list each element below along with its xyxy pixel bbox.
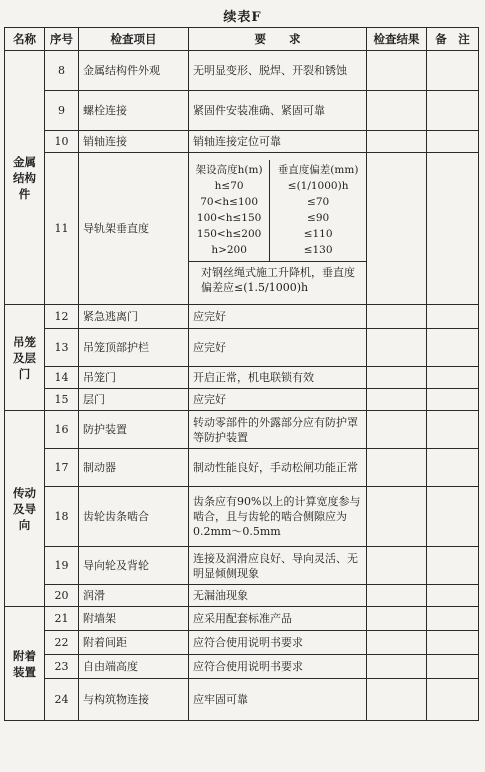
result-cell[interactable] [367,329,427,367]
result-cell[interactable] [367,389,427,411]
row-requirement: 销轴连接定位可靠 [189,131,367,153]
result-cell[interactable] [367,547,427,585]
table-row [5,487,479,547]
remark-cell[interactable] [427,153,479,305]
remark-cell[interactable] [427,607,479,631]
remark-cell[interactable] [427,655,479,679]
row-requirement: 应牢固可靠 [189,679,367,721]
row-requirement: 紧固件安装准确、紧固可靠 [189,91,367,131]
row-item: 自由端高度 [79,655,189,679]
row-requirement: 无漏油现象 [189,585,367,607]
table-row [5,305,479,329]
row-item: 制动器 [79,449,189,487]
row-item: 导向轮及背轮 [79,547,189,585]
table-row [5,679,479,721]
row-no: 17 [45,449,79,487]
result-cell[interactable] [367,487,427,547]
row-no: 22 [45,631,79,655]
result-cell[interactable] [367,631,427,655]
row-requirement: 应完好 [189,389,367,411]
row-no: 23 [45,655,79,679]
remark-cell[interactable] [427,305,479,329]
header-category: 名称 [5,28,45,51]
result-cell[interactable] [367,585,427,607]
remark-cell[interactable] [427,679,479,721]
height-range: 70<h≤100 [189,194,270,210]
remark-cell[interactable] [427,411,479,449]
table-row [5,91,479,131]
remark-cell[interactable] [427,367,479,389]
category-attach: 附着装置 [5,607,45,721]
remark-cell[interactable] [427,585,479,607]
table-row [5,449,479,487]
table-row [5,585,479,607]
result-cell[interactable] [367,153,427,305]
row-item: 层门 [79,389,189,411]
row-no: 24 [45,679,79,721]
row-item: 金属结构件外观 [79,51,189,91]
row-requirement: 应符合使用说明书要求 [189,655,367,679]
deviation-limit: ≤(1/1000)h [287,179,349,192]
table-row [5,389,479,411]
row-no: 10 [45,131,79,153]
row-item: 附墙架 [79,607,189,631]
row-item: 吊笼顶部护栏 [79,329,189,367]
table-row [5,51,479,91]
height-range: 100<h≤150 [189,210,270,226]
row-requirement: 应完好 [189,329,367,367]
subtable-header-height: 架设高度h(m) [189,160,270,178]
verticality-note: 对钢丝绳式施工升降机，垂直度偏差应≤(1.5/1000)h [189,261,366,298]
remark-cell[interactable] [427,389,479,411]
verticality-requirement [189,153,367,305]
result-cell[interactable] [367,411,427,449]
row-item: 吊笼门 [79,367,189,389]
result-cell[interactable] [367,131,427,153]
category-metal: 金属结构件 [5,51,45,305]
row-requirement: 无明显变形、脱焊、开裂和锈蚀 [189,51,367,91]
row-no: 16 [45,411,79,449]
row-no: 19 [45,547,79,585]
header-no: 序号 [45,28,79,51]
row-no: 9 [45,91,79,131]
category-drive: 传动及导向 [5,411,45,607]
result-cell[interactable] [367,655,427,679]
table-row [5,131,479,153]
deviation-limit: ≤130 [303,243,333,256]
row-item: 防护装置 [79,411,189,449]
remark-cell[interactable] [427,91,479,131]
row-item: 销轴连接 [79,131,189,153]
height-range: 150<h≤200 [189,226,270,242]
table-row [5,655,479,679]
row-requirement: 应完好 [189,305,367,329]
table-row [5,607,479,631]
row-requirement: 连接及润滑应良好、导向灵活、无明显倾侧现象 [189,547,367,585]
table-row [5,411,479,449]
row-item: 与构筑物连接 [79,679,189,721]
remark-cell[interactable] [427,487,479,547]
height-range: h>200 [189,242,270,261]
result-cell[interactable] [367,91,427,131]
category-cage: 吊笼及层门 [5,305,45,411]
result-cell[interactable] [367,367,427,389]
row-item: 导轨架垂直度 [79,153,189,305]
result-cell[interactable] [367,679,427,721]
header-row [5,28,479,51]
row-no: 18 [45,487,79,547]
result-cell[interactable] [367,449,427,487]
row-requirement: 开启正常，机电联锁有效 [189,367,367,389]
table-row [5,153,479,305]
deviation-limit: ≤70 [307,195,330,208]
table-caption: 续表F [223,10,262,25]
row-no: 15 [45,389,79,411]
row-requirement: 转动零部件的外露部分应有防护罩等防护装置 [189,411,367,449]
header-requirement: 要 求 [189,28,367,51]
remark-cell[interactable] [427,51,479,91]
row-item: 紧急逃离门 [79,305,189,329]
result-cell[interactable] [367,305,427,329]
row-no: 13 [45,329,79,367]
row-requirement: 应采用配套标准产品 [189,607,367,631]
verticality-subtable [189,160,366,261]
row-no: 20 [45,585,79,607]
row-item: 附着间距 [79,631,189,655]
remark-cell[interactable] [427,547,479,585]
row-no: 14 [45,367,79,389]
header-result: 检查结果 [367,28,427,51]
table-row [5,367,479,389]
row-no: 8 [45,51,79,91]
deviation-limit: ≤110 [303,227,333,240]
remark-cell[interactable] [427,449,479,487]
header-item: 检查项目 [79,28,189,51]
row-requirement: 齿条应有90%以上的计算宽度参与啮合，且与齿轮的啮合侧隙应为0.2mm～0.5mm [189,487,367,547]
deviation-limit: ≤90 [307,211,330,224]
height-range: h≤70 [189,178,270,194]
result-cell[interactable] [367,607,427,631]
row-item: 齿轮齿条啮合 [79,487,189,547]
row-no: 21 [45,607,79,631]
result-cell[interactable] [367,51,427,91]
table-row [5,631,479,655]
header-remark: 备 注 [427,28,479,51]
remark-cell[interactable] [427,329,479,367]
row-item: 润滑 [79,585,189,607]
remark-cell[interactable] [427,631,479,655]
subtable-header-deviation: 垂直度偏差(mm) [277,163,359,176]
inspection-table [4,27,479,721]
row-no: 11 [45,153,79,305]
row-no: 12 [45,305,79,329]
remark-cell[interactable] [427,131,479,153]
row-requirement: 应符合使用说明书要求 [189,631,367,655]
row-requirement: 制动性能良好，手动松闸功能正常 [189,449,367,487]
table-row [5,547,479,585]
table-row [5,329,479,367]
row-item: 螺栓连接 [79,91,189,131]
